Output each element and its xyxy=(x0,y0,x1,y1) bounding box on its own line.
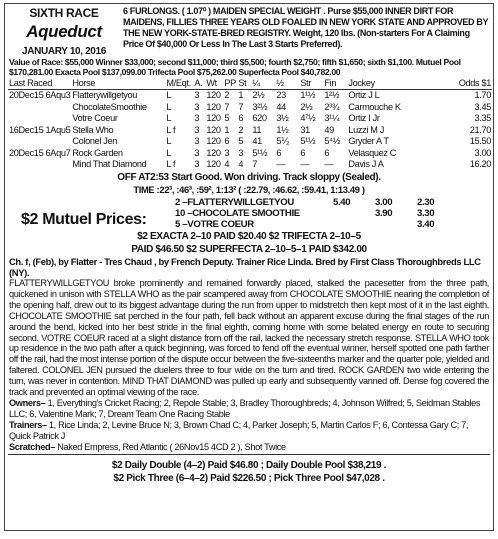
finish-call: 3¹¼ xyxy=(324,113,340,124)
race-conditions: 6 FURLONGS. ( 1.07⁰ ) MAIDEN SPECIAL WEIGHT . Purse $55,000 INNER DIRT FOR MAIDENS, FILLIES THREE YEARS OLD FOALED IN NEW YORK STATE AND APPROVED BY THE NEW YORK-STATE-BRED REGISTRY. Weight, 120 lbs. (Non-starters For A Claiming Price Of $40,000 Or Less In The Last 3 Starts Preferred). xyxy=(123,6,488,49)
quarter-call: 5¹½ xyxy=(252,147,268,158)
col-horse: Horse xyxy=(71,77,165,89)
finish-call: 2³¾ xyxy=(324,101,340,112)
value-of-race: Value of Race: $55,000 Winner $33,000; second $11,000; third $5,500; fourth $2,750; fifth $1,650; sixth $1,100. Mutuel Pool $170,281.00 Exacta Pool $137,099.00 Trifecta Pool $75,262.00 Superfecta Pool $40,782.00 xyxy=(9,57,461,77)
start: 5 xyxy=(238,136,244,147)
stretch-call: — xyxy=(300,159,310,170)
exotic-payoffs xyxy=(5,230,493,256)
results-table xyxy=(8,77,492,170)
mutuel-show: 2.30 xyxy=(417,197,435,208)
table-row xyxy=(8,89,492,101)
horse-name: Flatterywillgetyou xyxy=(72,90,138,101)
mutuel-place xyxy=(371,219,413,230)
mutuel-table xyxy=(171,197,455,230)
owners-line xyxy=(5,398,493,420)
stretch-call: 6 xyxy=(300,147,306,158)
weight: 120 xyxy=(206,136,221,147)
weight: 120 xyxy=(206,113,221,124)
half-call: 3½ xyxy=(276,113,289,124)
start: 1 xyxy=(238,90,244,101)
half-call: — xyxy=(276,159,286,170)
scratched-label: Scratched– xyxy=(9,441,56,452)
col-fin: Fin xyxy=(323,77,347,89)
trainers-label: Trainers– xyxy=(9,419,47,430)
quarter-call: 3²½ xyxy=(252,101,268,112)
post-position: 5 xyxy=(224,113,230,124)
jockey: Velasquez C xyxy=(348,147,397,158)
last-raced: 20Dec15 6Aqu7 xyxy=(9,147,71,158)
odds: 16.20 xyxy=(469,159,491,170)
start: 4 xyxy=(238,159,244,170)
owners-label: Owners– xyxy=(9,397,46,408)
odds: 3.35 xyxy=(474,113,491,124)
exotic-line: PAID $46.50 $2 SUPERFECTA 2–10–5–1 PAID $342.00 xyxy=(131,244,367,255)
odds: 21.70 xyxy=(469,124,491,135)
mutuel-show: 3.30 xyxy=(417,208,435,219)
race-identity xyxy=(9,6,119,57)
stretch-call: 31 xyxy=(300,124,310,135)
half-call: 44 xyxy=(276,101,286,112)
horse-name: Rock Garden xyxy=(72,147,123,158)
table-row xyxy=(8,124,492,136)
med-equip: L xyxy=(166,90,172,101)
age: 3 xyxy=(194,136,200,147)
col-meqt: M/Eqt. xyxy=(165,77,193,89)
age: 3 xyxy=(194,113,200,124)
finish-call: — xyxy=(324,159,334,170)
table-row xyxy=(8,136,492,148)
table-row xyxy=(8,147,492,159)
mutuel-row xyxy=(171,197,455,208)
med-equip: L xyxy=(166,136,172,147)
weight: 120 xyxy=(206,147,221,158)
results-header-row xyxy=(8,77,492,89)
mutuel-win xyxy=(329,208,371,219)
daily-double-line: $2 Daily Double (4–2) Paid $46.80 ; Daily Double Pool $38,219 . xyxy=(111,459,387,471)
jockey: Carmouche K xyxy=(348,101,401,112)
finish-call: 5⁴½ xyxy=(324,136,341,147)
table-row xyxy=(8,113,492,125)
quarter-call: 7 xyxy=(252,159,258,170)
last-raced xyxy=(8,101,71,113)
race-date: JANUARY 10, 2016 xyxy=(22,46,106,57)
race-chart xyxy=(4,3,494,531)
race-narrative: FLATTERYWILLGETYOU broke prominently and remained forwardly placed, stalked the pacesetter from the three path, quickened in unison with STELLA WHO as the pair scampered away from CHOCOLATE SMOOTHIE nearing the completion of the opening half, drew out to its biggest advantage during the run from upper to midstretch then kept most of it in the last eighth. CHOCOLATE SMOOTHIE sat perched in the four path, fell back without an apparent excuse during the final stages of the run around the bend, kicked into her best stride in the final eighth, coming home with some belated energy en route to securing second. VOTRE COEUR raced at a slight distance from off the rail, lacked the necessary stretch response. STELLA WHO took up residence in the two path after a quick beginning, was forced to fend off the eventual winner, herself spotted one path farther off the rail, had the most intense portion of the dispute occur between the five-sixteenths marker and the quarter pole, yielded and faltered. COLONEL JEN pursued the duelers three to four wide on the turn and tired. ROCK GARDEN two wide entering the turn, was never in contention. MIND THAT DIAMOND was pulled up early and subsequently vanned off. Dense fog covered the track and prevented an optimal viewing of the race. xyxy=(9,278,489,398)
post-position: 4 xyxy=(224,159,230,170)
odds: 3.00 xyxy=(474,147,491,158)
weight: 120 xyxy=(206,159,221,170)
start: 2 xyxy=(238,124,244,135)
table-row xyxy=(8,101,492,113)
age: 3 xyxy=(194,101,200,112)
mutuel-win: 5.40 xyxy=(333,197,351,208)
col-jockey: Jockey xyxy=(347,77,429,89)
mutuel-horse: 5 –VOTRE COEUR xyxy=(175,219,254,230)
col-odds: Odds $1 xyxy=(429,77,492,89)
divider xyxy=(8,454,490,455)
scratched-line xyxy=(5,442,493,453)
horse-name: Colonel Jen xyxy=(72,136,118,147)
mutuel-win xyxy=(329,219,371,230)
med-equip: L f xyxy=(166,124,176,135)
exotic-line: $2 EXACTA 2–10 PAID $20.40 $2 TRIFECTA 2–10–5 xyxy=(137,231,361,242)
stretch-call: 5¹½ xyxy=(300,136,316,147)
mutuel-place: 3.90 xyxy=(375,208,393,219)
age: 3 xyxy=(194,124,200,135)
weight: 120 xyxy=(206,124,221,135)
horse-name: Mind That Diamond xyxy=(72,159,147,170)
off-line: OFF AT2:53 Start Good. Won driving. Track sloppy (Sealed). xyxy=(117,172,381,183)
med-equip: L f xyxy=(166,159,176,170)
quarter-call: 41 xyxy=(252,136,262,147)
post-position: 7 xyxy=(224,101,230,112)
age: 3 xyxy=(194,159,200,170)
odds: 15.50 xyxy=(469,136,491,147)
half-call: 6 xyxy=(276,147,282,158)
last-raced xyxy=(8,136,71,148)
med-equip: L xyxy=(166,113,172,124)
mutuel-row xyxy=(171,219,455,230)
col-quarter: ¼ xyxy=(251,77,275,89)
last-raced: 16Dec15 1Aqu5 xyxy=(9,124,71,135)
col-half: ½ xyxy=(275,77,299,89)
post-position: 2 xyxy=(224,90,230,101)
scratched-text: Naked Empress, Red Atlantic ( 26Nov15 4CD 2 ), Shot Twice xyxy=(57,441,286,452)
start: 6 xyxy=(238,113,244,124)
mutuel-place: 3.00 xyxy=(375,197,393,208)
half-call: 23 xyxy=(276,90,286,101)
horse-name: ChocolateSmoothie xyxy=(72,101,147,112)
last-raced xyxy=(8,159,71,171)
last-raced: 20Dec15 6Aqu3 xyxy=(9,90,71,101)
trainers-line xyxy=(5,420,493,442)
mutuel-title: $2 Mutuel Prices: xyxy=(21,211,147,228)
mutuel-horse: 2 –FLATTERYWILLGETYOU xyxy=(175,197,294,208)
col-pp: PP xyxy=(224,77,236,88)
odds: 3.45 xyxy=(474,101,491,112)
half-call: 5⅟₂ xyxy=(276,135,290,146)
odds: 1.70 xyxy=(474,90,491,101)
age: 3 xyxy=(194,147,200,158)
finish-call: 6 xyxy=(324,147,330,158)
mutuel-horse: 10 –CHOCOLATE SMOOTHIE xyxy=(175,208,300,219)
col-wt: Wt xyxy=(205,77,223,89)
post-position: 3 xyxy=(224,147,230,158)
finish-call: 1²½ xyxy=(324,90,340,101)
pick-three-line: $2 Pick Three (6–4–2) Paid $226.50 ; Pick Three Pool $47,028 . xyxy=(113,472,385,484)
quarter-call: 620 xyxy=(252,113,267,124)
mutuel-row xyxy=(171,208,455,219)
col-st: St xyxy=(237,77,251,89)
weight: 120 xyxy=(206,101,221,112)
col-str: Str xyxy=(299,77,323,89)
start: 3 xyxy=(238,147,244,158)
multi-race-pools xyxy=(5,459,493,485)
jockey: Ortiz I Jr xyxy=(348,113,380,124)
post-position: 1 xyxy=(224,124,230,135)
breeding-info: Ch. f, (Feb), by Flatter - Tres Chaud , by French Deputy. Trainer Rice Linda. Bred by First Class Thoroughbreds LLC (NY). xyxy=(9,256,481,278)
col-last-raced: Last Raced xyxy=(8,77,71,89)
half-call: 1½ xyxy=(276,124,289,135)
mutuel-show: 3.40 xyxy=(417,219,435,230)
start: 7 xyxy=(238,101,244,112)
track-name: Aqueduct xyxy=(26,22,102,41)
quarter-call: 11 xyxy=(252,124,262,135)
jockey: Davis J A xyxy=(348,159,384,170)
fractional-times: TIME :22³, :46³, :59², 1:13² ( :22.79, :46.62, :59.41, 1:13.49 ) xyxy=(133,184,365,195)
last-raced xyxy=(8,113,71,125)
weight: 120 xyxy=(206,90,221,101)
jockey: Gryder A T xyxy=(348,136,389,147)
med-equip: L xyxy=(166,101,172,112)
quarter-call: 2½ xyxy=(252,90,265,101)
finish-call: 49 xyxy=(324,124,334,135)
table-row xyxy=(8,159,492,171)
stretch-call: 4⁷½ xyxy=(300,113,316,124)
col-age: A. xyxy=(193,77,205,89)
horse-name: Votre Coeur xyxy=(72,113,118,124)
stretch-call: 2½ xyxy=(300,101,313,112)
mutuel-prices xyxy=(5,197,493,230)
race-header xyxy=(5,4,493,57)
med-equip: L xyxy=(166,147,172,158)
horse-name: Stella Who xyxy=(72,124,114,135)
post-position: 6 xyxy=(224,136,230,147)
stretch-call: 1¹½ xyxy=(300,90,316,101)
age: 3 xyxy=(194,90,200,101)
owners-text: 1, Everything's Cricket Racing; 2, Repole Stable; 3, Bradley Thoroughbreds; 4, Johnson Wilfred; 5, Seidman Stables LLC; 6, Valentine Mark; 7, Dream Team One Racing Stable xyxy=(9,397,481,419)
race-number: SIXTH RACE xyxy=(29,6,99,20)
jockey: Luzzi M J xyxy=(348,124,385,135)
trainers-text: 1, Rice Linda; 2, Levine Bruce N; 3, Brown Chad C; 4, Parker Joseph; 5, Martin Carlos F; 6, Contessa Gary C; 7, Quick Patrick J xyxy=(9,419,469,441)
jockey: Ortiz J L xyxy=(348,90,380,101)
